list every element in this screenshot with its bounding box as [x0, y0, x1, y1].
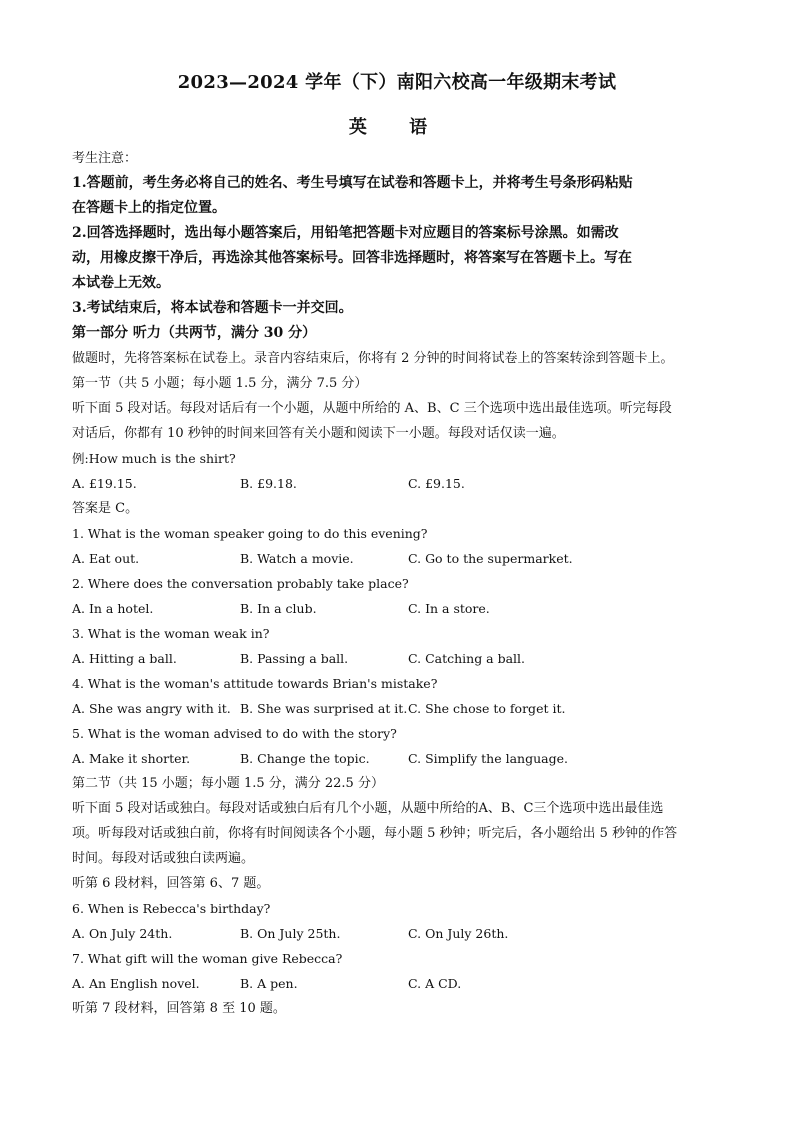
example-answer: 答案是 C。 — [72, 501, 139, 516]
option-b: B. On July 25th. — [240, 926, 341, 941]
notice-line: 动，用橡皮擦干净后，再选涂其他答案标号。回答非选择题时，将答案写在答题卡上。写在 — [72, 250, 632, 266]
option-c: C. Simplify the language. — [408, 751, 568, 766]
option-b: B. Watch a movie. — [240, 551, 354, 566]
option-b: B. Change the topic. — [240, 751, 370, 766]
option-c: C. Catching a ball. — [408, 651, 526, 666]
option-a: A. Eat out. — [72, 551, 140, 566]
question: 6. When is Rebecca's birthday? — [72, 901, 271, 916]
notice-line: 1.答题前，考生务必将自己的姓名、考生号填写在试卷和答题卡上，并将考生号条形码粘贴 — [72, 175, 633, 191]
option-c: C. Go to the supermarket. — [408, 551, 573, 566]
question-options — [72, 921, 722, 946]
section1-heading: 第一节（共 5 小题；每小题 1.5 分，满分 7.5 分） — [72, 376, 368, 391]
option-b: B. A pen. — [240, 976, 298, 991]
question: 4. What is the woman's attitude towards Brian's mistake? — [72, 676, 438, 691]
section2-instruction: 听下面 5 段对话或独白。每段对话或独白后有几个小题，从题中所给的A、B、C三个选项中选出最佳选 — [72, 801, 664, 816]
material-note: 听第 7 段材料，回答第 8 至 10 题。 — [72, 1001, 286, 1016]
option-c: C. A CD. — [408, 976, 462, 991]
part1-intro: 做题时，先将答案标在试卷上。录音内容结束后，你将有 2 分钟的时间将试卷上的答案转涂到答题卡上。 — [72, 351, 674, 366]
option-b: B. £9.18. — [240, 476, 297, 491]
part1-heading: 第一部分 听力（共两节，满分 30 分） — [72, 325, 317, 341]
section2-instruction: 项。听每段对话或独白前，你将有时间阅读各个小题，每小题 5 秒钟；听完后，各小题给出 5 秒钟的作答 — [72, 826, 678, 841]
exam-title: 2023—2024 学年（下）南阳六校高一年级期末考试 — [177, 72, 617, 93]
option-c: C. £9.15. — [408, 476, 465, 491]
option-a: A. On July 24th. — [72, 926, 173, 941]
notice-line: 本试卷上无效。 — [72, 275, 170, 291]
question-options — [72, 746, 722, 771]
question: 2. Where does the conversation probably take place? — [72, 576, 409, 591]
question-options — [72, 546, 722, 571]
option-b: B. She was surprised at it. — [240, 701, 408, 716]
option-a: A. Make it shorter. — [72, 751, 191, 766]
question-options — [72, 971, 722, 996]
exam-subject: 英 语 — [348, 117, 446, 138]
section1-instruction: 听下面 5 段对话。每段对话后有一个小题，从题中所给的 A、B、C 三个选项中选出最佳选项。听完每段 — [72, 401, 672, 416]
option-b: B. Passing a ball. — [240, 651, 349, 666]
notice-line: 2.回答选择题时，选出每小题答案后，用铅笔把答题卡对应题目的答案标号涂黑。如需改 — [72, 225, 619, 241]
question: 7. What gift will the woman give Rebecca? — [72, 951, 343, 966]
notice-heading: 考生注意： — [72, 151, 138, 166]
question: 1. What is the woman speaker going to do this evening? — [72, 526, 428, 541]
option-a: A. Hitting a ball. — [72, 651, 177, 666]
question: 5. What is the woman advised to do with the story? — [72, 726, 397, 741]
option-a: A. £19.15. — [72, 476, 137, 491]
option-b: B. In a club. — [240, 601, 317, 616]
option-c: C. In a store. — [408, 601, 490, 616]
material-note: 听第 6 段材料，回答第 6、7 题。 — [72, 876, 270, 891]
section2-instruction: 时间。每段对话或独白读两遍。 — [72, 851, 255, 866]
question-options — [72, 646, 722, 671]
example-question: 例:How much is the shirt? — [72, 451, 236, 466]
notice-line: 3.考试结束后，将本试卷和答题卡一并交回。 — [72, 300, 353, 316]
notice-line: 在答题卡上的指定位置。 — [72, 200, 226, 216]
section2-heading: 第二节（共 15 小题；每小题 1.5 分，满分 22.5 分） — [72, 776, 384, 791]
option-c: C. She chose to forget it. — [408, 701, 566, 716]
option-a: A. She was angry with it. — [72, 701, 231, 716]
section1-instruction: 对话后，你都有 10 秒钟的时间来回答有关小题和阅读下一小题。每段对话仅读一遍。 — [72, 426, 565, 441]
option-c: C. On July 26th. — [408, 926, 509, 941]
option-a: A. In a hotel. — [72, 601, 154, 616]
question: 3. What is the woman weak in? — [72, 626, 270, 641]
exam-content — [72, 146, 722, 1021]
question-options — [72, 596, 722, 621]
option-a: A. An English novel. — [72, 976, 200, 991]
question-options — [72, 696, 722, 721]
example-options — [72, 471, 722, 496]
